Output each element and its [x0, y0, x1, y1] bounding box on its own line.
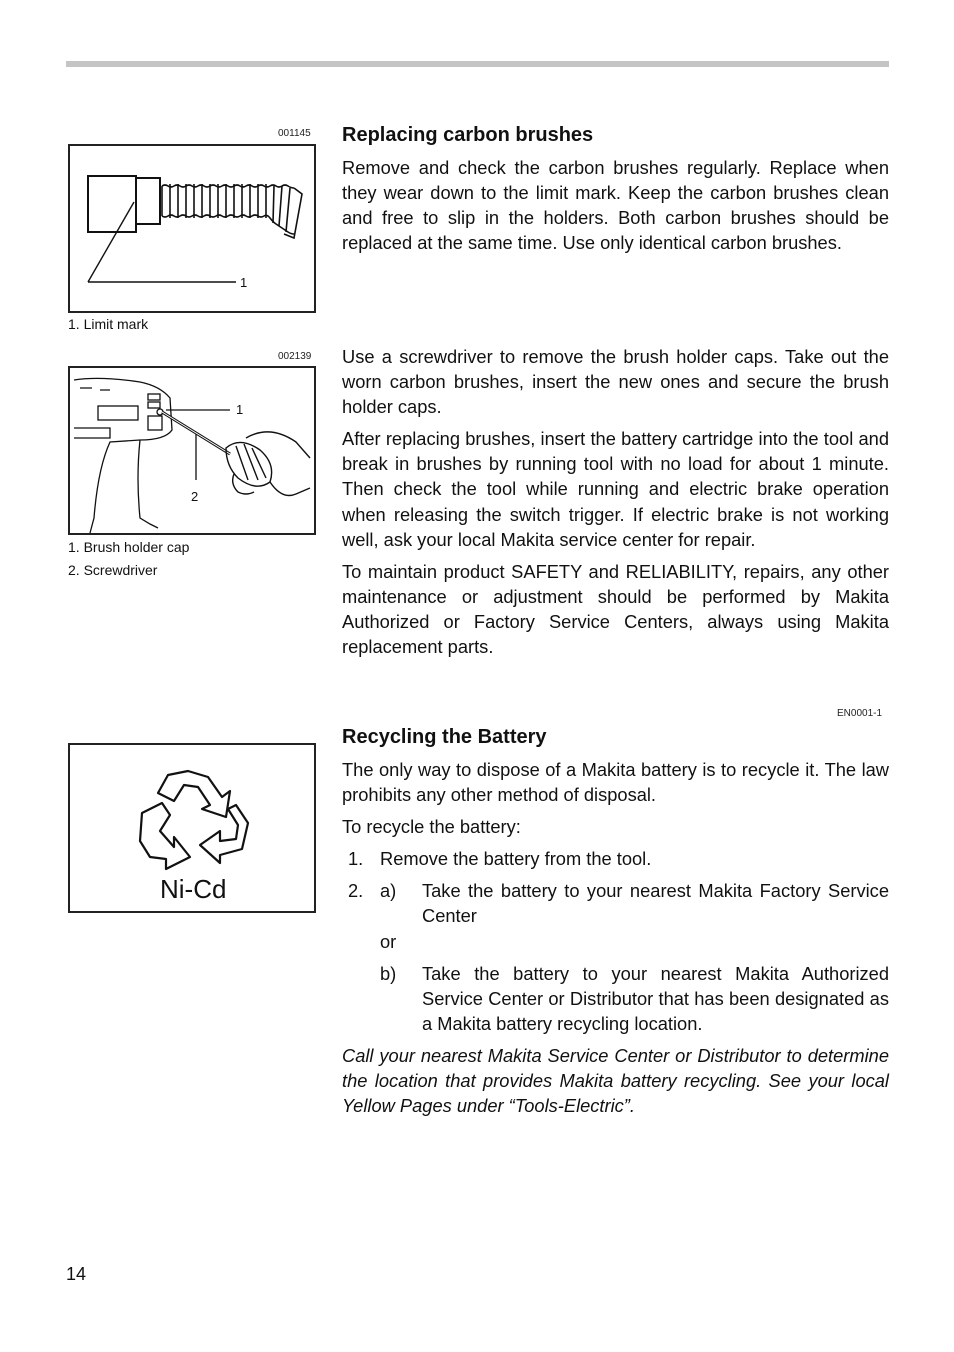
list-number: 1.	[348, 848, 364, 870]
list-number: 2.	[348, 880, 364, 902]
recycling-section	[342, 724, 889, 1118]
figure-caption: 1. Brush holder cap	[68, 539, 190, 555]
paragraph: To recycle the battery:	[342, 816, 521, 838]
page-number: 14	[66, 1264, 87, 1284]
list-text: Remove the battery from the tool.	[380, 848, 652, 870]
note-paragraph: Call your nearest Makita Service Center or Distributor to determine the location that provides Makita battery recycling. See your local Yellow Pages under “Tools-Electric”.	[342, 1044, 889, 1117]
recycle-icon	[70, 745, 314, 911]
or-text: or	[380, 930, 397, 952]
figure-code: 002139	[278, 351, 312, 362]
sub-label: b)	[380, 962, 397, 984]
paragraph: To maintain product SAFETY and RELIABILITY, repairs, any other maintenance or adjustment should be performed by Makita Authorized or Factory Service Centers, always using Makita replacement parts.	[342, 560, 889, 658]
callout-1: 1	[236, 402, 244, 417]
replacing-brushes-section	[342, 122, 889, 255]
list-item	[342, 961, 889, 1036]
paragraph: The only way to dispose of a Makita battery is to recycle it. The law prohibits any other method of disposal.	[342, 759, 889, 806]
sub-label: a)	[380, 880, 397, 902]
section-title: Replacing carbon brushes	[342, 124, 594, 146]
figure-caption: 2. Screwdriver	[68, 562, 158, 578]
callout-2: 2	[191, 489, 199, 504]
battery-type-label: Ni-Cd	[160, 874, 227, 904]
paragraph: Use a screwdriver to remove the brush holder caps. Take out the worn carbon brushes, insert the new ones and secure the brush holder caps.	[342, 346, 889, 418]
recycle-figure	[68, 743, 316, 913]
list-text: Take the battery to your nearest Makita Factory Service Center	[422, 880, 889, 927]
list-item	[342, 846, 889, 871]
brush-holder-figure	[68, 366, 316, 535]
paragraph: After replacing brushes, insert the battery cartridge into the tool and break in brushes by running tool with no load for about 1 minute. Then check the tool while running and electric brake operation when releasing the switch trigger. If electric brake is not working well, ask your local Makita service center for repair.	[342, 428, 889, 550]
list-text: Take the battery to your nearest Makita Authorized Service Center or Distributor that has been designated as a Makita battery recycling location.	[422, 962, 889, 1034]
figure-code: 001145	[278, 128, 311, 139]
figure-caption: 1. Limit mark	[68, 316, 149, 332]
paragraph: Remove and check the carbon brushes regularly. Replace when they wear down to the limit mark. Keep the carbon brushes clean and free to slip in the holders. Both carbon brushes should be replaced at the same time. Use only identical carbon brushes.	[342, 157, 889, 254]
section-code: EN0001-1	[837, 708, 883, 719]
carbon-brush-figure	[68, 144, 316, 313]
header-rule	[66, 61, 889, 67]
section-title: Recycling the Battery	[342, 726, 547, 748]
replacing-brushes-steps	[342, 344, 889, 659]
list-item	[342, 878, 889, 928]
callout-1: 1	[240, 275, 248, 290]
